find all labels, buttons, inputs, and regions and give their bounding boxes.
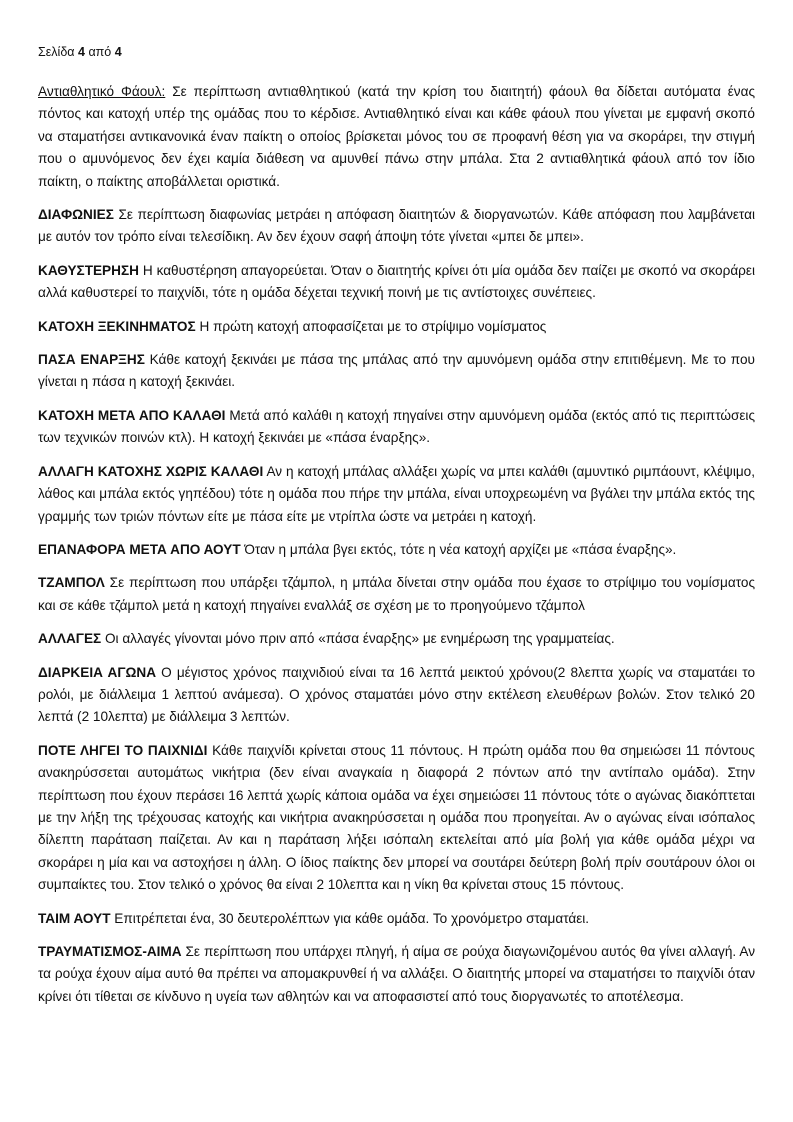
page-number-header [38,45,755,59]
rules-sections [38,81,755,1008]
rule-paragraph [38,461,755,528]
rule-paragraph [38,941,755,1008]
rule-paragraph [38,572,755,617]
rule-title: ΔΙΑΦΩΝΙΕΣ [38,207,114,223]
rule-title: ΚΑΤΟΧΗ ΞΕΚΙΝΗΜΑΤΟΣ [38,318,196,334]
rule-paragraph [38,908,755,930]
rule-title: ΚΑΘΥΣΤΕΡΗΣΗ [38,262,139,278]
rule-text: Η πρώτη κατοχή αποφασίζεται με το στρίψιμο νομίσματος [199,318,547,334]
rule-title: ΕΠΑΝΑΦΟΡΑ ΜΕΤΑ ΑΠΟ ΑΟΥΤ [38,541,241,557]
rule-title: ΤΡΑΥΜΑΤΙΣΜΟΣ-ΑΙΜΑ [38,944,182,959]
rule-text: Σε περίπτωση που υπάρξει τζάμπολ, η μπάλα δίνεται στην ομάδα που έχασε το στρίψιμο του νομίσματος και σε κάθε τζάμπολ μετά η κατοχή πηγαίνει εναλλάξ σε σχέση με το προηγούμενο τζάμπολ [38,575,755,613]
rule-text: Επιτρέπεται ένα, 30 δευτερολέπτων για κάθε ομάδα. Το χρονόμετρο σταματάει. [114,910,590,926]
rule-title: ΚΑΤΟΧΗ ΜΕΤΑ ΑΠΟ ΚΑΛΑΘΙ [38,407,226,423]
rule-text: Κάθε παιχνίδι κρίνεται στους 11 πόντους. Η πρώτη ομάδα που θα σημειώσει 11 πόντους ανακηρύσσεται αυτομάτως νικήτρια (δεν είναι αναγκαία η διαφορά 2 πόντων από την αντίπαλο ομάδα). Στην περίπτωση που έχουν περάσει 16 λεπτά χωρίς κάποια ομάδα να έχει σημειώσει 11 πόντους τότε ο αγώνας διακόπτεται με την λήξη της τρέχουσας κατοχής και νικήτρια ανακηρύσσεται η ομάδα που προηγείται. Αν ο αγώνας είναι ισόπαλος δίλεπτη παράταση παίζεται. Αν και η παράταση λήξει ισόπαλη εκτελείται από μία βολή για κάθε ομάδα μέχρι να σκοράρει η μία και να αστοχήσει η άλλη. Ο ίδιος παίκτης δεν μπορεί να σουτάρει δεύτερη βολή πρίν σουτάρουν όλοι οι συμπαίκτες του. Στον τελικό ο χρόνος θα είναι 2 10λεπτα και η νίκη θα κρίνεται στους 15 πόντους. [38,742,755,893]
rule-title: ΤΖΑΜΠΟΛ [38,575,105,591]
rule-text: Κάθε κατοχή ξεκινάει με πάσα της μπάλας από την αμυνόμενη ομάδα στην επιτιθέμενη. Με το που γίνεται η πάσα η κατοχή ξεκινάει. [38,352,755,390]
rule-text: Οι αλλαγές γίνονται μόνο πριν από «πάσα έναρξης» με ενημέρωση της γραμματείας. [104,631,615,647]
rule-paragraph [38,260,755,305]
rule-text: Ο μέγιστος χρόνος παιχνιδιού είναι τα 16 λεπτά μεικτού χρόνου(2 8λεπτα χωρίς να σταματάει το ρολόι, με διάλλειμα 1 λεπτού ανάμεσα). Ο χρόνος σταματάει μόνο στην εκτέλεση ελευθέρων βολών. Στον τελικό 20 λεπτά (2 10λεπτα) με διάλλειμα 3 λεπτών. [38,664,755,725]
rule-title: ΤΑΙΜ ΑΟΥΤ [38,910,111,926]
rule-title: Αντιαθλητικό Φάουλ: [38,84,166,99]
rule-title: ΑΛΛΑΓΗ ΚΑΤΟΧΗΣ ΧΩΡΙΣ ΚΑΛΑΘΙ [38,463,264,479]
rule-text: Σε περίπτωση διαφωνίας μετράει η απόφαση διαιτητών & διοργανωτών. Κάθε απόφαση που λαμβάνεται με αυτόν τον τρόπο είναι τελεσίδικη. Αν δεν έχουν σαφή άποψη τότε γίνεται «μπει δε μπει». [38,207,755,245]
page-of-label: από [88,45,112,59]
rule-paragraph [38,81,755,193]
rule-paragraph [38,316,755,338]
page-label: Σελίδα [38,45,75,59]
rule-paragraph [38,662,755,729]
rule-title: ΠΑΣΑ ΕΝΑΡΞΗΣ [38,352,145,368]
total-pages-number: 4 [114,45,122,59]
rule-text: Όταν η μπάλα βγει εκτός, τότε η νέα κατοχή αρχίζει με «πάσα έναρξης». [244,541,677,557]
rule-text: Μετά από καλάθι η κατοχή πηγαίνει στην αμυνόμενη ομάδα (εκτός από τις περιπτώσεις των τεχνικών ποινών κτλ). Η κατοχή ξεκινάει με «πάσα έναρξης». [38,407,756,446]
rule-paragraph [38,539,755,561]
rule-title: ΠΟΤΕ ΛΗΓΕΙ ΤΟ ΠΑΙΧΝΙΔΙ [38,742,208,758]
rule-paragraph [38,405,755,450]
rule-paragraph [38,740,755,897]
rule-text: Σε περίπτωση αντιαθλητικού (κατά την κρίση του διαιτητή) φάουλ θα δίδεται αυτόματα ένας πόντος και κατοχή υπέρ της ομάδας που το κέρδισε. Αντιαθλητικό είναι και κάθε φάουλ που γίνεται με εμφανή σκοπό να σταματήσει αντικανονικά έναν παίκτη ο οποίος βρίσκεται μόνος του σε προφανή θέση για να σκοράρει, την στιγμή που ο αμυνόμενος δεν έχει καμία διάθεση να αμυνθεί πάνω στην μπάλα. Στα 2 αντιαθλητικά φάουλ από τον ίδιο παίκτη, ο παίκτης αποβάλλεται οριστικά. [38,84,755,189]
rule-paragraph [38,204,755,249]
rule-title: ΑΛΛΑΓΕΣ [38,631,102,647]
current-page-number: 4 [78,45,85,59]
rule-title: ΔΙΑΡΚΕΙΑ ΑΓΩΝΑ [38,664,157,680]
rule-text: Η καθυστέρηση απαγορεύεται. Όταν ο διαιτητής κρίνει ότι μία ομάδα δεν παίζει με σκοπό να σκοράρει αλλά καθυστερεί το παιχνίδι, τότε η ομάδα δέχεται τεχνική ποινή με τις αντίστοιχες συνέπειες. [38,262,755,301]
rule-paragraph [38,628,755,650]
rule-paragraph [38,349,755,394]
rule-text: Σε περίπτωση που υπάρχει πληγή, ή αίμα σε ρούχα διαγωνιζομένου αυτός θα γίνει αλλαγή. Αν τα ρούχα έχουν αίμα αυτό θα πρέπει να απομακρυνθεί ή να αλλάξει. Ο διαιτητής μπορεί να σταματήσει το παιχνίδι όταν κρίνει ότι τίθεται σε κίνδυνο η υγεία των αθλητών και να αποφασιστεί από τους διοργανωτές το αποτέλεσμα. [38,944,755,1004]
rule-text: Αν η κατοχή μπάλας αλλάξει χωρίς να μπει καλάθι (αμυντικό ριμπάουντ, κλέψιμο, λάθος και μπάλα εκτός γηπέδου) τότε η ομάδα που πήρε την μπάλα, είναι υποχρεωμένη να βγάλει την μπάλα εκτός της γραμμής των τριών πόντων είτε με πάσα είτε με ντρίπλα ώστε να μετράει η κατοχή. [38,463,756,524]
